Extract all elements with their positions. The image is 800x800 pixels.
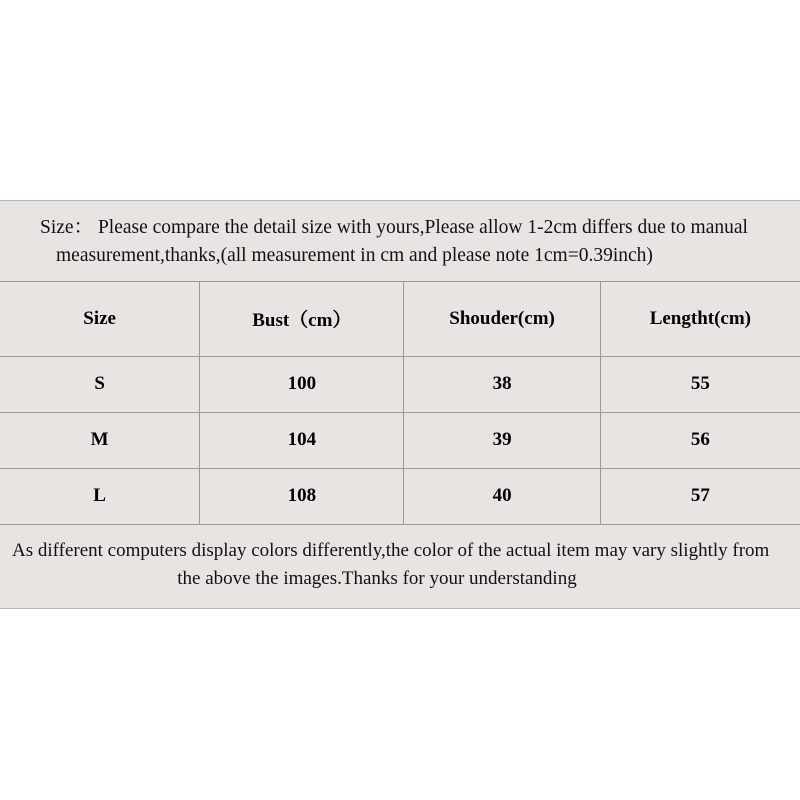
size-chart-panel: [0, 200, 800, 609]
cell-bust: 100: [200, 356, 404, 412]
table-row: [0, 356, 800, 412]
color-disclaimer-line-2: the above the images.Thanks for your understanding: [177, 568, 577, 590]
cell-shoulder: 39: [404, 412, 600, 468]
cell-size: M: [0, 412, 200, 468]
cell-size: L: [0, 468, 200, 524]
column-header-bust: Bust（cm）: [200, 282, 404, 357]
size-table: [0, 282, 800, 525]
cell-shoulder: 40: [404, 468, 600, 524]
measurement-note-line-2: measurement,thanks,(all measurement in cm and please note 1cm=0.39inch): [56, 245, 653, 267]
column-header-size: Size: [0, 282, 200, 357]
size-table-head: [0, 282, 800, 357]
table-header-row: [0, 282, 800, 357]
measurement-note: [0, 201, 800, 282]
cell-length: 55: [600, 356, 800, 412]
size-table-body: [0, 356, 800, 524]
column-header-length: Lengtht(cm): [600, 282, 800, 357]
cell-bust: 104: [200, 412, 404, 468]
measurement-note-line-1: Size： Please compare the detail size with yours,Please allow 1-2cm differs due to manual: [40, 217, 748, 238]
cell-bust: 108: [200, 468, 404, 524]
column-header-shoulder: Shouder(cm): [404, 282, 600, 357]
color-disclaimer-note: [0, 525, 800, 608]
table-row: [0, 468, 800, 524]
cell-size: S: [0, 356, 200, 412]
cell-length: 56: [600, 412, 800, 468]
table-row: [0, 412, 800, 468]
color-disclaimer-line-1: As different computers display colors differently,the color of the actual item may vary slightly from: [12, 539, 770, 561]
cell-length: 57: [600, 468, 800, 524]
cell-shoulder: 38: [404, 356, 600, 412]
